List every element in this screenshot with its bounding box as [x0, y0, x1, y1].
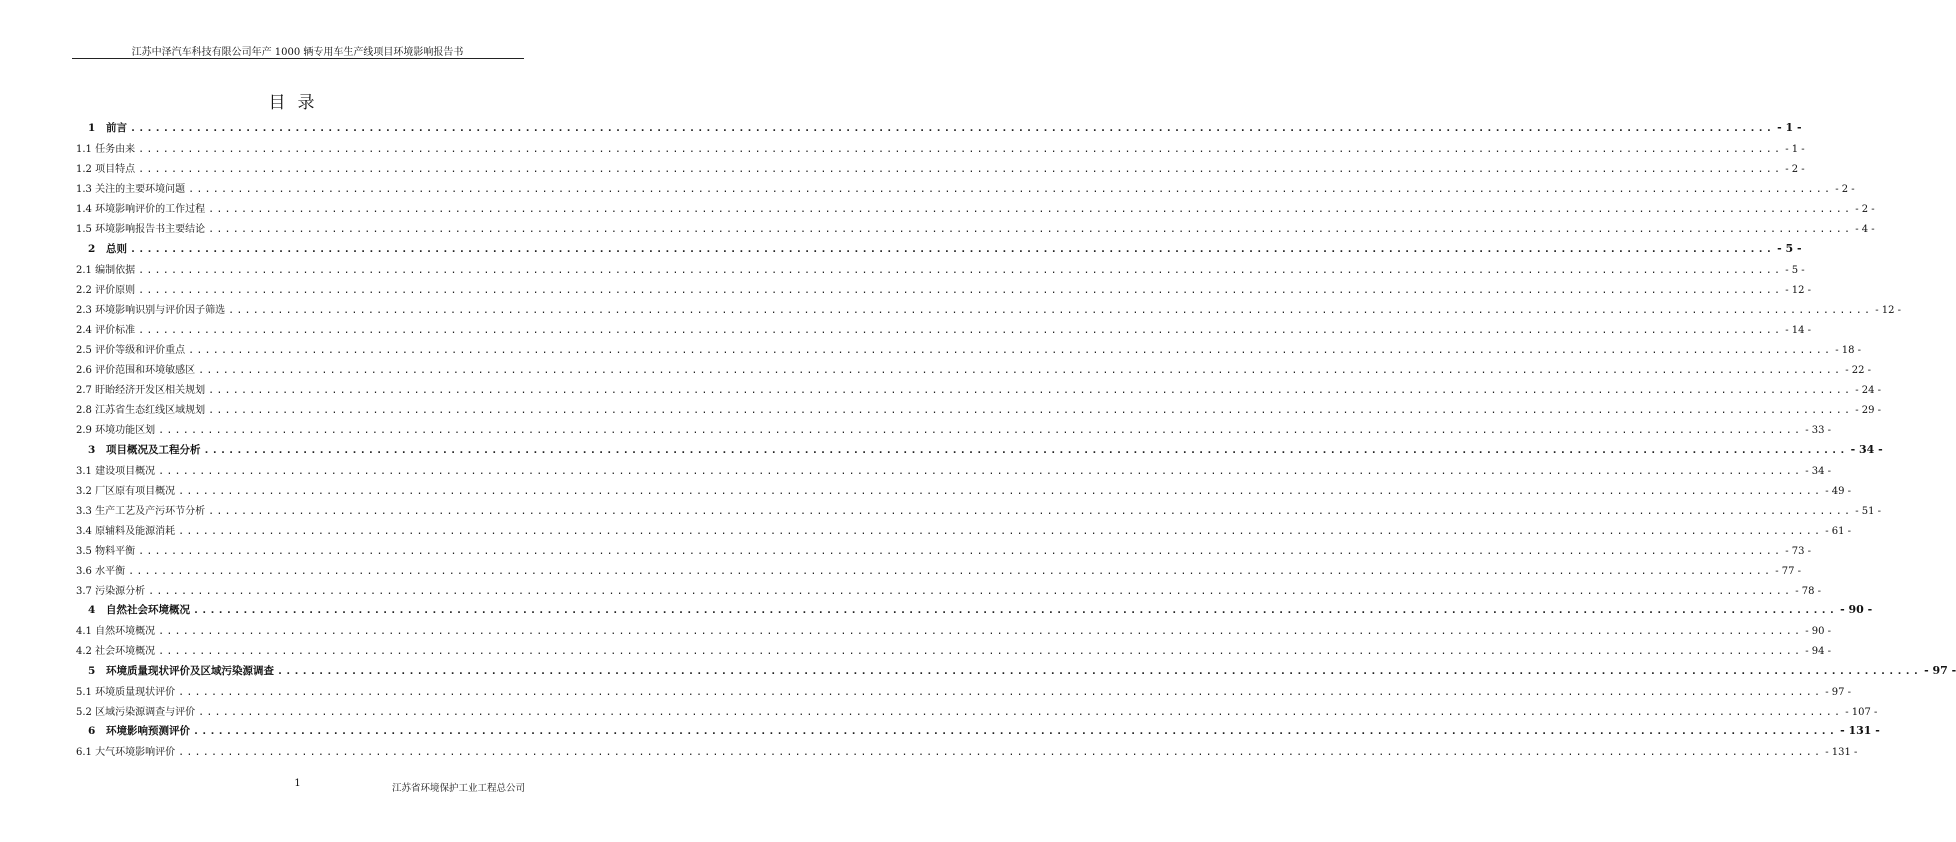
toc-dot-leader: ........................................................................................................................................................................................................: [138, 264, 1783, 276]
toc-entry-title: [76, 241, 127, 256]
toc-chapter-number: 5: [88, 664, 96, 677]
toc-dot-leader: ........................................................................................................................................................................................................: [138, 144, 1783, 156]
toc-entry-title: 3.5 物料平衡: [76, 545, 136, 557]
toc-chapter-title: 总则: [106, 242, 127, 255]
toc-dot-leader: ........................................................................................................................................................................................................: [128, 566, 1773, 578]
toc-dot-leader: ........................................................................................................................................................................................................: [208, 224, 1853, 236]
toc-page-number: - 14 -: [1785, 324, 1812, 336]
toc-page-number: - 4 -: [1855, 224, 1875, 236]
toc-chapter-title: 项目概况及工程分析: [106, 443, 201, 456]
toc-dot-leader: ........................................................................................................................................................................................................: [178, 525, 1823, 537]
toc-page-number: - 107 -: [1845, 706, 1878, 718]
toc-page-number: - 78 -: [1795, 586, 1822, 598]
toc-chapter-title: 环境质量现状评价及区域污染源调查: [106, 664, 274, 677]
toc-entry-title: 2.2 评价原则: [76, 284, 136, 296]
toc-dot-leader: ........................................................................................................................................................................................................: [198, 365, 1843, 377]
toc-page-number: - 90 -: [1805, 626, 1832, 638]
toc-page-number: - 97 -: [1825, 686, 1852, 698]
toc-dot-leader: ........................................................................................................................................................................................................: [158, 465, 1803, 477]
toc-page-number: - 2 -: [1855, 204, 1875, 216]
toc-entry-title: 5.1 环境质量现状评价: [76, 686, 176, 698]
toc-page-number: - 2 -: [1835, 184, 1855, 196]
toc-chapter-entry[interactable]: [76, 442, 1883, 462]
toc-section-entry[interactable]: [76, 281, 1812, 301]
toc-entry-title: 3.3 生产工艺及产污环节分析: [76, 505, 206, 517]
toc-section-entry[interactable]: [76, 683, 1852, 703]
toc-title: 目录: [268, 93, 327, 113]
toc-entry-title: 5.2 区域污染源调查与评价: [76, 706, 196, 718]
report-header-title: 江苏中泽汽车科技有限公司年产 1000 辆专用车生产线项目环境影响报告书: [131, 47, 464, 58]
toc-dot-leader: ........................................................................................................................................................................................................: [188, 345, 1833, 357]
toc-page-number: - 12 -: [1875, 304, 1902, 316]
toc-dot-leader: ........................................................................................................................................................................................................: [208, 385, 1853, 397]
toc-dot-leader: ........................................................................................................................................................................................................: [178, 686, 1823, 698]
toc-dot-leader: ........................................................................................................................................................................................................: [138, 284, 1783, 296]
toc-page-number: - 33 -: [1805, 425, 1832, 437]
toc-dot-leader: ........................................................................................................................................................................................................: [193, 725, 1838, 737]
toc-chapter-entry[interactable]: [76, 120, 1802, 140]
table-of-contents: [76, 120, 1956, 763]
toc-dot-leader: ........................................................................................................................................................................................................: [148, 586, 1793, 598]
toc-page-number: - 34 -: [1805, 465, 1832, 477]
toc-entry-title: 1.5 环境影响报告书主要结论: [76, 224, 206, 236]
toc-dot-leader: ........................................................................................................................................................................................................: [198, 706, 1843, 718]
toc-entry-title: 2.4 评价标准: [76, 324, 136, 336]
toc-dot-leader: ........................................................................................................................................................................................................: [277, 665, 1922, 677]
toc-chapter-entry[interactable]: [76, 723, 1880, 743]
toc-entry-title: 2.6 评价范围和环境敏感区: [76, 365, 196, 377]
toc-page-number: - 2 -: [1785, 164, 1805, 176]
toc-dot-leader: ........................................................................................................................................................................................................: [208, 405, 1853, 417]
toc-dot-leader: ........................................................................................................................................................................................................: [158, 646, 1803, 658]
toc-dot-leader: ........................................................................................................................................................................................................: [138, 164, 1783, 176]
toc-dot-leader: ........................................................................................................................................................................................................: [208, 505, 1853, 517]
toc-chapter-entry[interactable]: [76, 241, 1802, 261]
toc-page-number: - 131 -: [1825, 746, 1858, 758]
toc-chapter-title: 前言: [106, 122, 127, 134]
toc-section-entry[interactable]: [76, 301, 1902, 321]
toc-section-entry[interactable]: [76, 522, 1852, 542]
toc-section-entry[interactable]: [76, 321, 1812, 341]
toc-entry-title: [76, 723, 190, 738]
toc-section-entry[interactable]: [76, 381, 1882, 401]
toc-dot-leader: ........................................................................................................................................................................................................: [203, 444, 1848, 456]
toc-entry-title: 2.1 编制依据: [76, 264, 136, 276]
toc-entry-title: 2.3 环境影响识别与评价因子筛选: [76, 304, 226, 316]
toc-dot-leader: ........................................................................................................................................................................................................: [193, 605, 1838, 617]
toc-section-entry[interactable]: [76, 261, 1805, 281]
toc-page-number: - 97 -: [1924, 663, 1956, 677]
toc-dot-leader: ........................................................................................................................................................................................................: [130, 243, 1775, 255]
toc-page-number: - 5 -: [1785, 264, 1805, 276]
toc-page-number: - 49 -: [1825, 485, 1852, 497]
toc-entry-title: [76, 663, 274, 678]
toc-section-entry[interactable]: [76, 462, 1832, 482]
toc-page-number: - 1 -: [1777, 121, 1802, 134]
header-rule: [72, 58, 524, 59]
toc-section-entry[interactable]: [76, 622, 1832, 642]
toc-section-entry[interactable]: [76, 341, 1862, 361]
toc-entry-title: 2.7 盱眙经济开发区相关规划: [76, 385, 206, 397]
toc-entry-title: 4.1 自然环境概况: [76, 626, 156, 638]
toc-page-number: - 22 -: [1845, 365, 1872, 377]
toc-chapter-number: 2: [88, 242, 96, 255]
toc-entry-title: 3.2 厂区原有项目概况: [76, 485, 176, 497]
toc-dot-leader: ........................................................................................................................................................................................................: [178, 746, 1823, 758]
toc-chapter-number: 3: [88, 443, 96, 456]
toc-entry-title: 3.4 原辅料及能源消耗: [76, 525, 176, 537]
toc-page-number: - 51 -: [1855, 505, 1882, 517]
toc-entry-title: 2.5 评价等级和评价重点: [76, 345, 186, 357]
toc-dot-leader: ........................................................................................................................................................................................................: [208, 204, 1853, 216]
toc-entry-title: 3.6 水平衡: [76, 566, 126, 578]
toc-entry-title: [76, 120, 127, 135]
footer-organization: 江苏省环境保护工业工程总公司: [391, 783, 525, 794]
toc-chapter-title: 自然社会环境概况: [106, 604, 190, 617]
toc-section-entry[interactable]: [76, 200, 1875, 220]
toc-page-number: - 77 -: [1775, 566, 1802, 578]
toc-chapter-title: 环境影响预测评价: [106, 724, 190, 737]
toc-section-entry[interactable]: [76, 642, 1832, 662]
toc-entry-title: 3.1 建设项目概况: [76, 465, 156, 477]
toc-dot-leader: ........................................................................................................................................................................................................: [158, 626, 1803, 638]
toc-page-number: - 29 -: [1855, 405, 1882, 417]
toc-chapter-number: 1: [88, 122, 96, 134]
toc-page-number: - 18 -: [1835, 345, 1862, 357]
toc-dot-leader: ........................................................................................................................................................................................................: [138, 545, 1783, 557]
toc-section-entry[interactable]: [76, 180, 1855, 200]
toc-page-number: - 94 -: [1805, 646, 1832, 658]
toc-page-number: - 1 -: [1785, 144, 1805, 156]
toc-entry-title: 1.2 项目特点: [76, 164, 136, 176]
toc-section-entry[interactable]: [76, 401, 1882, 421]
toc-dot-leader: ........................................................................................................................................................................................................: [178, 485, 1823, 497]
toc-page-number: - 24 -: [1855, 385, 1882, 397]
toc-page-number: - 131 -: [1840, 723, 1880, 737]
toc-entry-title: 4.2 社会环境概况: [76, 646, 156, 658]
toc-page-number: - 12 -: [1785, 284, 1812, 296]
toc-section-entry[interactable]: [76, 562, 1802, 582]
toc-section-entry[interactable]: [76, 703, 1878, 723]
toc-entry-title: [76, 442, 201, 457]
toc-section-entry[interactable]: [76, 140, 1805, 160]
toc-dot-leader: ........................................................................................................................................................................................................: [130, 123, 1775, 134]
toc-dot-leader: ........................................................................................................................................................................................................: [188, 184, 1833, 196]
toc-section-entry[interactable]: [76, 502, 1882, 522]
toc-section-entry[interactable]: [76, 220, 1875, 240]
toc-section-entry[interactable]: [76, 542, 1812, 562]
toc-entry-title: 2.8 江苏省生态红线区域规划: [76, 405, 206, 417]
toc-chapter-entry[interactable]: [76, 663, 1956, 683]
toc-section-entry[interactable]: [76, 160, 1805, 180]
toc-entry-title: 3.7 污染源分析: [76, 586, 146, 598]
toc-section-entry[interactable]: [76, 743, 1858, 763]
toc-entry-title: 1.3 关注的主要环境问题: [76, 184, 186, 196]
toc-section-entry[interactable]: [76, 482, 1852, 502]
toc-entry-title: 1.1 任务由来: [76, 144, 136, 156]
toc-page-number: - 34 -: [1850, 442, 1883, 456]
toc-dot-leader: ........................................................................................................................................................................................................: [138, 324, 1783, 336]
toc-page-number: - 5 -: [1777, 241, 1802, 255]
toc-section-entry[interactable]: [76, 421, 1832, 441]
toc-section-entry[interactable]: [76, 361, 1872, 381]
toc-chapter-number: 4: [88, 604, 96, 617]
toc-entry-title: 2.9 环境功能区划: [76, 425, 156, 437]
toc-entry-title: 1.4 环境影响评价的工作过程: [76, 204, 206, 216]
toc-entry-title: 6.1 大气环境影响评价: [76, 746, 176, 758]
toc-page-number: - 90 -: [1840, 603, 1873, 617]
toc-section-entry[interactable]: [76, 582, 1822, 602]
toc-chapter-number: 6: [88, 724, 96, 737]
toc-page-number: - 61 -: [1825, 525, 1852, 537]
toc-chapter-entry[interactable]: [76, 602, 1873, 622]
page-number: 1: [294, 778, 301, 789]
toc-dot-leader: ........................................................................................................................................................................................................: [228, 304, 1873, 316]
toc-page-number: - 73 -: [1785, 545, 1812, 557]
toc-dot-leader: ........................................................................................................................................................................................................: [158, 425, 1803, 437]
toc-entry-title: [76, 602, 190, 617]
